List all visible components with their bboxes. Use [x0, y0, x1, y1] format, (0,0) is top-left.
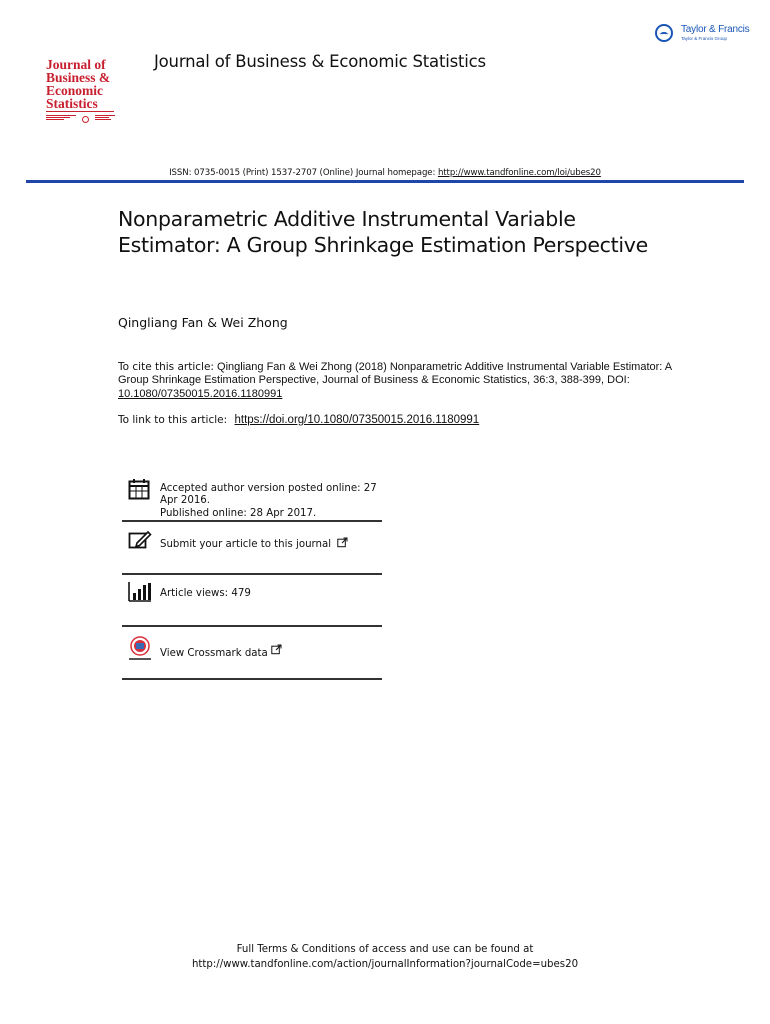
article-title: Nonparametric Additive Instrumental Variable Estimator: A Group Shrinkage Estimation Perspective	[118, 207, 648, 257]
issn-line	[0, 168, 770, 178]
cover-title-line: Statistics	[46, 96, 98, 111]
cover-title-line: Business &	[46, 70, 111, 85]
info-divider	[122, 678, 382, 680]
cover-fine-print	[46, 115, 76, 120]
external-link-icon	[337, 537, 348, 548]
crossmark-icon	[128, 636, 152, 666]
issn-text: ISSN: 0735-0015 (Print) 1537-2707 (Online) Journal homepage:	[169, 168, 438, 178]
bar-chart-icon	[128, 582, 152, 606]
crossmark-label[interactable]: View Crossmark data	[160, 648, 268, 659]
cite-label: To cite this article:	[118, 361, 214, 373]
article-views-row	[122, 582, 382, 622]
terms-text: Full Terms & Conditions of access and use can be found at	[236, 944, 534, 955]
link-label: To link to this article:	[118, 414, 231, 426]
external-link-icon	[271, 644, 282, 655]
publisher-logo	[655, 24, 755, 46]
submit-article-link[interactable]	[160, 537, 380, 551]
publication-dates	[160, 483, 380, 520]
cover-rule	[46, 111, 114, 112]
publication-dates-row	[122, 478, 382, 520]
info-divider	[122, 520, 382, 522]
article-doi-link[interactable]: https://doi.org/10.1080/07350015.2016.1180991	[234, 414, 480, 426]
cover-title-line: Journal of	[46, 57, 106, 72]
cite-doi-link[interactable]: 10.1080/07350015.2016.1180991	[118, 387, 283, 400]
calendar-icon	[128, 478, 150, 504]
info-divider	[122, 625, 382, 627]
cover-title-line: Economic	[46, 83, 103, 98]
accepted-date: Accepted author version posted online: 27 Apr 2016.	[160, 483, 377, 507]
crossmark-row[interactable]	[122, 636, 382, 678]
published-date: Published online: 28 Apr 2017.	[160, 507, 317, 519]
publisher-emblem-icon	[655, 24, 673, 42]
journal-homepage-link[interactable]: http://www.tandfonline.com/loi/ubes20	[437, 168, 601, 178]
journal-name: Journal of Business & Economic Statistics	[154, 52, 486, 71]
edit-icon	[128, 530, 152, 554]
citation-block	[118, 361, 678, 401]
terms-link[interactable]: http://www.tandfonline.com/action/journalInformation?journalCode=ubes20	[191, 958, 579, 970]
info-divider	[122, 573, 382, 575]
crossmark-link[interactable]	[160, 644, 380, 660]
terms-footer	[0, 943, 770, 972]
article-link-line	[118, 414, 479, 426]
header-divider	[26, 180, 744, 183]
cite-text: Qingliang Fan & Wei Zhong (2018) Nonparametric Additive Instrumental Variable Estimator: A Group Shrinkage Estimation Perspective, Journal of Business & Economic Statistics, 36:3, 388-399, DOI:	[118, 361, 672, 387]
publisher-tagline: Taylor & Francis Group	[681, 36, 728, 41]
cover-title	[46, 58, 110, 110]
publisher-name: Taylor & Francis	[681, 24, 750, 35]
article-authors: Qingliang Fan & Wei Zhong	[118, 315, 288, 330]
society-seal-icon	[82, 116, 89, 123]
cover-volume-info	[95, 115, 115, 120]
journal-cover-thumbnail	[46, 58, 116, 128]
article-views: Article views: 479	[160, 588, 251, 599]
submit-article-label[interactable]: Submit your article to this journal	[160, 539, 332, 550]
submit-article-row[interactable]	[122, 530, 382, 570]
